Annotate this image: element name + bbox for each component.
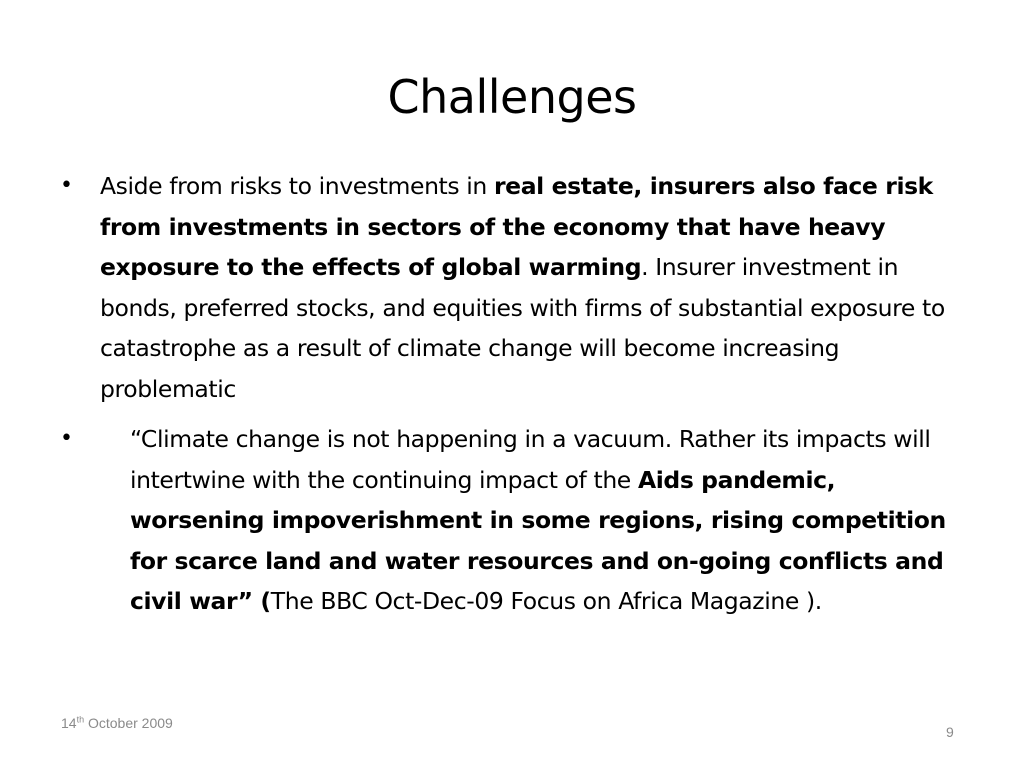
bullet-text: Aside from risks to investments in — [100, 172, 494, 200]
bullet-marker: • — [60, 426, 73, 451]
footer-date — [61, 715, 173, 731]
footer-date-rest: October 2009 — [84, 715, 173, 731]
slide-title: Challenges — [387, 70, 637, 124]
bullet-marker: • — [60, 173, 73, 198]
bullet-point-quote — [130, 419, 950, 622]
page-number: 9 — [946, 724, 954, 740]
footer-date-suffix: th — [76, 714, 85, 725]
bullet-text-bold: real estate, insurers also face risk from investments in sectors of the economy that have heavy exposure to the effects of global warming — [100, 172, 933, 281]
bullet-text: . Insurer investment in bonds, preferred stocks, and equities with firms of substantial exposure to catastrophe as a result of climate change will become increasing problematic — [100, 253, 945, 403]
bullet-point-insurer-risk — [100, 166, 980, 409]
bullet-text-bold: Aids pandemic, worsening impoverishment in some regions, rising competition for scarce land and water resources and on-going conflicts and civil war” ( — [130, 465, 946, 615]
bullet-text: “Climate change is not happening in a vacuum. Rather its impacts will intertwine with the continuing impact of the — [130, 425, 931, 494]
footer-date-day: 14 — [61, 715, 77, 731]
bullet-text: The BBC Oct-Dec-09 Focus on Africa Magazine ). — [270, 587, 822, 615]
